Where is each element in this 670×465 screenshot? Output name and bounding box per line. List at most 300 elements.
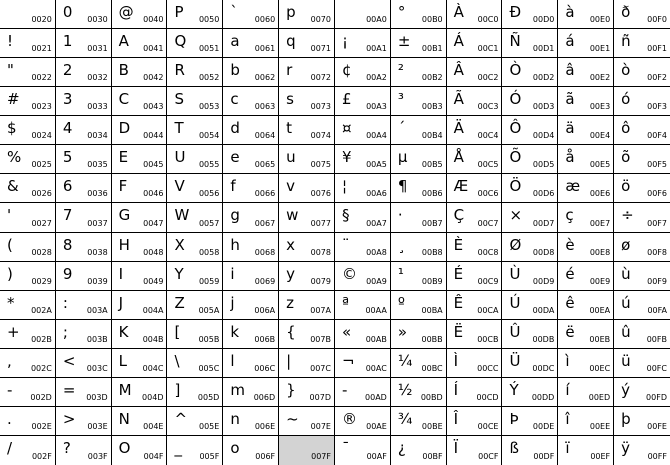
char-glyph: V bbox=[174, 177, 185, 196]
char-cell-00E0[interactable] bbox=[558, 0, 614, 29]
char-cell-0064[interactable] bbox=[223, 116, 279, 145]
char-cell-0063[interactable] bbox=[223, 87, 279, 116]
char-cell-00C8[interactable] bbox=[447, 233, 503, 262]
char-cell-00D3[interactable] bbox=[502, 87, 558, 116]
char-cell-0069[interactable] bbox=[223, 262, 279, 291]
char-code: 0058 bbox=[198, 247, 220, 257]
char-cell-00C9[interactable] bbox=[447, 262, 503, 291]
char-cell-0020[interactable] bbox=[0, 0, 56, 29]
char-cell-005B[interactable] bbox=[167, 320, 223, 349]
char-cell-0077[interactable] bbox=[279, 203, 335, 232]
char-cell-00D1[interactable] bbox=[502, 29, 558, 58]
char-code: 0074 bbox=[310, 131, 331, 141]
char-cell-00A3[interactable] bbox=[335, 87, 391, 116]
char-code: 0044 bbox=[143, 131, 164, 141]
char-cell-00D8[interactable] bbox=[502, 233, 558, 262]
char-glyph: Ø bbox=[509, 235, 522, 254]
char-cell-0034[interactable] bbox=[56, 116, 112, 145]
char-cell-00D5[interactable] bbox=[502, 145, 558, 174]
char-glyph: ü bbox=[621, 351, 631, 370]
char-cell-007E[interactable] bbox=[279, 407, 335, 436]
char-code: 005A bbox=[198, 305, 220, 315]
char-cell-0044[interactable] bbox=[112, 116, 168, 145]
char-cell-00CA[interactable] bbox=[447, 291, 503, 320]
char-glyph: t bbox=[286, 119, 293, 138]
char-cell-00F7[interactable] bbox=[614, 203, 670, 232]
char-cell-0041[interactable] bbox=[112, 29, 168, 58]
char-cell-00CF[interactable] bbox=[447, 436, 503, 465]
char-cell-00AE[interactable] bbox=[335, 407, 391, 436]
char-code: 00E7 bbox=[589, 218, 611, 228]
char-code: 00C6 bbox=[477, 189, 499, 199]
char-cell-00F5[interactable] bbox=[614, 145, 670, 174]
char-cell-0061[interactable] bbox=[223, 29, 279, 58]
char-cell-00FB[interactable] bbox=[614, 320, 670, 349]
char-cell-00FC[interactable] bbox=[614, 349, 670, 378]
char-cell-0053[interactable] bbox=[167, 87, 223, 116]
char-code: 003A bbox=[86, 305, 108, 315]
char-code: 00EC bbox=[589, 363, 611, 373]
char-cell-00B1[interactable] bbox=[391, 29, 447, 58]
char-cell-00F8[interactable] bbox=[614, 233, 670, 262]
char-code: 00C1 bbox=[477, 44, 499, 54]
char-glyph: - bbox=[7, 380, 13, 399]
char-cell-00EA[interactable] bbox=[558, 291, 614, 320]
char-glyph: % bbox=[7, 148, 22, 167]
char-cell-0030[interactable] bbox=[56, 0, 112, 29]
char-cell-00EC[interactable] bbox=[558, 349, 614, 378]
char-cell-0054[interactable] bbox=[167, 116, 223, 145]
char-code: 00B6 bbox=[421, 189, 443, 199]
char-code: 00C7 bbox=[477, 218, 499, 228]
char-cell-002A[interactable] bbox=[0, 291, 56, 320]
char-code: 00D6 bbox=[532, 189, 555, 199]
char-cell-003F[interactable] bbox=[56, 436, 112, 465]
char-cell-0046[interactable] bbox=[112, 174, 168, 203]
char-code: 0037 bbox=[87, 218, 108, 228]
char-glyph: F bbox=[118, 177, 128, 196]
char-cell-003C[interactable] bbox=[56, 349, 112, 378]
char-code: 0065 bbox=[254, 160, 276, 170]
char-cell-00DE[interactable] bbox=[502, 407, 558, 436]
char-glyph: d bbox=[230, 119, 240, 138]
char-code: 00C8 bbox=[477, 247, 499, 257]
char-cell-00B3[interactable] bbox=[391, 87, 447, 116]
char-glyph: T bbox=[174, 119, 184, 138]
char-glyph: Å bbox=[453, 148, 464, 167]
char-cell-0068[interactable] bbox=[223, 233, 279, 262]
char-cell-00DB[interactable] bbox=[502, 320, 558, 349]
char-cell-00D2[interactable] bbox=[502, 58, 558, 87]
char-cell-00FF[interactable] bbox=[614, 436, 670, 465]
char-cell-00E7[interactable] bbox=[558, 203, 614, 232]
char-code: 0060 bbox=[254, 15, 276, 25]
char-cell-00C5[interactable] bbox=[447, 145, 503, 174]
char-glyph: ± bbox=[397, 32, 411, 51]
char-cell-006E[interactable] bbox=[223, 407, 279, 436]
char-code: 00CB bbox=[477, 334, 499, 344]
char-code: 006F bbox=[255, 452, 276, 461]
char-code: 0045 bbox=[143, 160, 164, 170]
char-cell-00C1[interactable] bbox=[447, 29, 503, 58]
char-code: 00D4 bbox=[532, 131, 555, 141]
char-cell-0026[interactable] bbox=[0, 174, 56, 203]
char-code: 00CF bbox=[478, 452, 499, 461]
char-cell-00ED[interactable] bbox=[558, 378, 614, 407]
char-glyph: £ bbox=[341, 90, 352, 109]
char-cell-00FA[interactable] bbox=[614, 291, 670, 320]
char-cell-00E2[interactable] bbox=[558, 58, 614, 87]
char-glyph: ù bbox=[621, 264, 631, 283]
char-cell-00BE[interactable] bbox=[391, 407, 447, 436]
char-code: 007C bbox=[310, 363, 331, 373]
char-glyph: \ bbox=[174, 351, 180, 370]
char-cell-0025[interactable] bbox=[0, 145, 56, 174]
char-code: 00BE bbox=[421, 421, 443, 431]
char-code: 00D3 bbox=[532, 102, 555, 112]
char-cell-004F[interactable] bbox=[112, 436, 168, 465]
char-cell-00C7[interactable] bbox=[447, 203, 503, 232]
char-cell-00D4[interactable] bbox=[502, 116, 558, 145]
char-cell-00A2[interactable] bbox=[335, 58, 391, 87]
char-glyph: ~ bbox=[286, 409, 299, 428]
char-code: 0077 bbox=[310, 218, 331, 228]
char-cell-00C0[interactable] bbox=[447, 0, 503, 29]
char-cell-0075[interactable] bbox=[279, 145, 335, 174]
char-cell-00C2[interactable] bbox=[447, 58, 503, 87]
char-cell-006D[interactable] bbox=[223, 378, 279, 407]
char-glyph: ¦ bbox=[341, 177, 348, 196]
char-cell-005C[interactable] bbox=[167, 349, 223, 378]
char-cell-00B9[interactable] bbox=[391, 262, 447, 291]
char-cell-00C6[interactable] bbox=[447, 174, 503, 203]
char-code: 003D bbox=[86, 392, 108, 402]
char-cell-00E5[interactable] bbox=[558, 145, 614, 174]
char-cell-007B[interactable] bbox=[279, 320, 335, 349]
char-cell-006B[interactable] bbox=[223, 320, 279, 349]
char-cell-002E[interactable] bbox=[0, 407, 56, 436]
char-glyph: ¸ bbox=[397, 235, 406, 254]
char-cell-0058[interactable] bbox=[167, 233, 223, 262]
char-cell-007D[interactable] bbox=[279, 378, 335, 407]
char-cell-00F9[interactable] bbox=[614, 262, 670, 291]
char-code: 005E bbox=[199, 421, 220, 431]
char-glyph: E bbox=[118, 148, 129, 167]
char-cell-00B6[interactable] bbox=[391, 174, 447, 203]
char-cell-00AB[interactable] bbox=[335, 320, 391, 349]
char-glyph: M bbox=[118, 380, 132, 399]
char-cell-0079[interactable] bbox=[279, 262, 335, 291]
char-cell-00CC[interactable] bbox=[447, 349, 503, 378]
char-cell-0062[interactable] bbox=[223, 58, 279, 87]
char-cell-0072[interactable] bbox=[279, 58, 335, 87]
char-code: 00F8 bbox=[647, 247, 667, 257]
char-cell-003D[interactable] bbox=[56, 378, 112, 407]
char-cell-005E[interactable] bbox=[167, 407, 223, 436]
char-cell-00B4[interactable] bbox=[391, 116, 447, 145]
char-cell-00E4[interactable] bbox=[558, 116, 614, 145]
char-cell-00C4[interactable] bbox=[447, 116, 503, 145]
char-code: 00D7 bbox=[532, 218, 555, 228]
char-glyph: i bbox=[230, 264, 235, 283]
char-cell-0036[interactable] bbox=[56, 174, 112, 203]
char-glyph: j bbox=[230, 293, 235, 312]
char-cell-007A[interactable] bbox=[279, 291, 335, 320]
char-cell-00AA[interactable] bbox=[335, 291, 391, 320]
char-cell-00D9[interactable] bbox=[502, 262, 558, 291]
char-code: 0076 bbox=[310, 189, 331, 199]
char-code: 00E8 bbox=[589, 247, 611, 257]
char-cell-00EB[interactable] bbox=[558, 320, 614, 349]
char-cell-0065[interactable] bbox=[223, 145, 279, 174]
char-cell-00B7[interactable] bbox=[391, 203, 447, 232]
char-cell-0032[interactable] bbox=[56, 58, 112, 87]
char-cell-004A[interactable] bbox=[112, 291, 168, 320]
char-glyph: ´ bbox=[397, 119, 406, 138]
char-code: 00CA bbox=[477, 305, 499, 315]
char-cell-003A[interactable] bbox=[56, 291, 112, 320]
char-cell-00A9[interactable] bbox=[335, 262, 391, 291]
char-glyph: ¬ bbox=[341, 351, 355, 370]
char-cell-00F2[interactable] bbox=[614, 58, 670, 87]
char-cell-004E[interactable] bbox=[112, 407, 168, 436]
char-code: 00D9 bbox=[532, 276, 555, 286]
char-code: 0061 bbox=[254, 44, 276, 54]
char-cell-0071[interactable] bbox=[279, 29, 335, 58]
char-cell-00B0[interactable] bbox=[391, 0, 447, 29]
char-cell-00CE[interactable] bbox=[447, 407, 503, 436]
char-cell-00BB[interactable] bbox=[391, 320, 447, 349]
char-cell-00EE[interactable] bbox=[558, 407, 614, 436]
char-cell-0057[interactable] bbox=[167, 203, 223, 232]
char-cell-00DC[interactable] bbox=[502, 349, 558, 378]
char-glyph: à bbox=[565, 3, 575, 21]
char-cell-0050[interactable] bbox=[167, 0, 223, 29]
char-code: 0021 bbox=[31, 44, 52, 54]
char-code: 0020 bbox=[31, 15, 52, 25]
char-cell-0039[interactable] bbox=[56, 262, 112, 291]
char-code: 0036 bbox=[87, 189, 108, 199]
char-cell-0059[interactable] bbox=[167, 262, 223, 291]
char-code: 0055 bbox=[198, 160, 220, 170]
char-cell-00E6[interactable] bbox=[558, 174, 614, 203]
char-code: 00FF bbox=[647, 452, 667, 461]
char-code: 0038 bbox=[87, 247, 108, 257]
char-cell-002B[interactable] bbox=[0, 320, 56, 349]
char-code: 004D bbox=[142, 392, 164, 402]
char-glyph: µ bbox=[397, 148, 408, 167]
char-cell-002D[interactable] bbox=[0, 378, 56, 407]
char-cell-00FE[interactable] bbox=[614, 407, 670, 436]
char-cell-0067[interactable] bbox=[223, 203, 279, 232]
char-cell-00E3[interactable] bbox=[558, 87, 614, 116]
char-glyph: S bbox=[174, 90, 185, 109]
char-glyph: Ü bbox=[509, 351, 521, 370]
char-cell-00C3[interactable] bbox=[447, 87, 503, 116]
char-cell-00E8[interactable] bbox=[558, 233, 614, 262]
char-cell-00B5[interactable] bbox=[391, 145, 447, 174]
char-glyph: ¥ bbox=[341, 148, 352, 167]
char-cell-00F4[interactable] bbox=[614, 116, 670, 145]
char-code: 00B0 bbox=[421, 15, 443, 25]
char-glyph: 7 bbox=[62, 206, 73, 225]
char-cell-00BF[interactable] bbox=[391, 436, 447, 465]
char-glyph: Y bbox=[174, 264, 184, 283]
char-cell-00EF[interactable] bbox=[558, 436, 614, 465]
char-cell-0055[interactable] bbox=[167, 145, 223, 174]
char-glyph: $ bbox=[7, 119, 17, 138]
char-code: 00ED bbox=[588, 392, 611, 402]
char-cell-0047[interactable] bbox=[112, 203, 168, 232]
char-cell-00F0[interactable] bbox=[614, 0, 670, 29]
char-cell-00E1[interactable] bbox=[558, 29, 614, 58]
char-cell-0028[interactable] bbox=[0, 233, 56, 262]
char-cell-00A6[interactable] bbox=[335, 174, 391, 203]
char-glyph: } bbox=[286, 380, 296, 399]
char-glyph: ¡ bbox=[341, 32, 348, 51]
char-code: 00AF bbox=[366, 452, 387, 461]
char-code: 0049 bbox=[143, 276, 164, 286]
char-cell-003B[interactable] bbox=[56, 320, 112, 349]
char-cell-00DA[interactable] bbox=[502, 291, 558, 320]
char-code: 00A2 bbox=[366, 73, 387, 83]
char-cell-00F6[interactable] bbox=[614, 174, 670, 203]
char-cell-0021[interactable] bbox=[0, 29, 56, 58]
char-cell-0037[interactable] bbox=[56, 203, 112, 232]
char-cell-002C[interactable] bbox=[0, 349, 56, 378]
char-cell-007F-missing-glyph[interactable] bbox=[279, 436, 335, 465]
char-cell-007C[interactable] bbox=[279, 349, 335, 378]
char-cell-00A7[interactable] bbox=[335, 203, 391, 232]
char-cell-00B2[interactable] bbox=[391, 58, 447, 87]
char-cell-00AF[interactable] bbox=[335, 436, 391, 465]
char-glyph: 2 bbox=[62, 61, 73, 80]
char-cell-00DD[interactable] bbox=[502, 378, 558, 407]
char-cell-0029[interactable] bbox=[0, 262, 56, 291]
char-cell-0033[interactable] bbox=[56, 87, 112, 116]
char-cell-0023[interactable] bbox=[0, 87, 56, 116]
char-cell-0038[interactable] bbox=[56, 233, 112, 262]
char-cell-004D[interactable] bbox=[112, 378, 168, 407]
char-glyph: ÷ bbox=[621, 206, 634, 225]
char-cell-00D6[interactable] bbox=[502, 174, 558, 203]
char-cell-00E9[interactable] bbox=[558, 262, 614, 291]
char-code: 004B bbox=[142, 334, 164, 344]
char-cell-0078[interactable] bbox=[279, 233, 335, 262]
char-glyph: U bbox=[174, 148, 186, 167]
char-code: 0079 bbox=[310, 276, 331, 286]
char-cell-0035[interactable] bbox=[56, 145, 112, 174]
char-cell-00F3[interactable] bbox=[614, 87, 670, 116]
char-cell-00A1[interactable] bbox=[335, 29, 391, 58]
char-cell-0070[interactable] bbox=[279, 0, 335, 29]
char-cell-00A0[interactable] bbox=[335, 0, 391, 29]
char-glyph: > bbox=[62, 409, 76, 428]
char-cell-004B[interactable] bbox=[112, 320, 168, 349]
char-cell-002F[interactable] bbox=[0, 436, 56, 465]
char-cell-00BD[interactable] bbox=[391, 378, 447, 407]
char-cell-005D[interactable] bbox=[167, 378, 223, 407]
char-cell-0060[interactable] bbox=[223, 0, 279, 29]
char-cell-0042[interactable] bbox=[112, 58, 168, 87]
char-cell-0076[interactable] bbox=[279, 174, 335, 203]
char-cell-0043[interactable] bbox=[112, 87, 168, 116]
char-cell-003E[interactable] bbox=[56, 407, 112, 436]
char-cell-00F1[interactable] bbox=[614, 29, 670, 58]
char-glyph: · bbox=[397, 206, 403, 225]
char-cell-005A[interactable] bbox=[167, 291, 223, 320]
char-cell-006C[interactable] bbox=[223, 349, 279, 378]
char-cell-004C[interactable] bbox=[112, 349, 168, 378]
char-code: 00B5 bbox=[421, 160, 443, 170]
char-glyph: º bbox=[397, 293, 405, 312]
char-cell-00FD[interactable] bbox=[614, 378, 670, 407]
char-glyph: . bbox=[7, 409, 12, 428]
char-cell-0052[interactable] bbox=[167, 58, 223, 87]
char-glyph: W bbox=[174, 206, 190, 225]
char-cell-0056[interactable] bbox=[167, 174, 223, 203]
char-cell-0045[interactable] bbox=[112, 145, 168, 174]
char-cell-006A[interactable] bbox=[223, 291, 279, 320]
char-cell-005F[interactable] bbox=[167, 436, 223, 465]
char-code: 00A9 bbox=[366, 276, 387, 286]
char-cell-0040[interactable] bbox=[112, 0, 168, 29]
char-code: 0024 bbox=[31, 131, 52, 141]
char-cell-0074[interactable] bbox=[279, 116, 335, 145]
char-cell-00A8[interactable] bbox=[335, 233, 391, 262]
char-cell-00A5[interactable] bbox=[335, 145, 391, 174]
char-cell-0048[interactable] bbox=[112, 233, 168, 262]
char-cell-00CD[interactable] bbox=[447, 378, 503, 407]
char-cell-00B8[interactable] bbox=[391, 233, 447, 262]
char-glyph: Ñ bbox=[509, 32, 521, 51]
char-cell-00BC[interactable] bbox=[391, 349, 447, 378]
char-cell-00AC[interactable] bbox=[335, 349, 391, 378]
char-glyph: I bbox=[118, 264, 124, 283]
char-glyph: | bbox=[286, 351, 292, 370]
char-cell-00D7[interactable] bbox=[502, 203, 558, 232]
char-cell-0066[interactable] bbox=[223, 174, 279, 203]
char-cell-00AD[interactable] bbox=[335, 378, 391, 407]
char-cell-00BA[interactable] bbox=[391, 291, 447, 320]
char-glyph: r bbox=[286, 61, 293, 80]
char-glyph: Ç bbox=[453, 206, 465, 225]
char-cell-006F[interactable] bbox=[223, 436, 279, 465]
char-glyph: l bbox=[230, 351, 235, 370]
char-cell-0024[interactable] bbox=[0, 116, 56, 145]
char-cell-00DF[interactable] bbox=[502, 436, 558, 465]
char-glyph: 4 bbox=[62, 119, 73, 138]
char-code: 00CE bbox=[477, 421, 499, 431]
char-cell-0049[interactable] bbox=[112, 262, 168, 291]
char-code: 003B bbox=[86, 334, 108, 344]
char-glyph: G bbox=[118, 206, 131, 225]
char-glyph: Ô bbox=[509, 119, 522, 138]
char-code: 00E2 bbox=[589, 73, 611, 83]
char-cell-0027[interactable] bbox=[0, 203, 56, 232]
char-cell-00A4[interactable] bbox=[335, 116, 391, 145]
char-glyph: © bbox=[341, 264, 357, 283]
char-glyph: ý bbox=[621, 380, 631, 399]
char-glyph: p bbox=[286, 3, 296, 21]
char-cell-0031[interactable] bbox=[56, 29, 112, 58]
char-code: 0029 bbox=[31, 276, 52, 286]
char-cell-0073[interactable] bbox=[279, 87, 335, 116]
char-cell-0022[interactable] bbox=[0, 58, 56, 87]
char-cell-00CB[interactable] bbox=[447, 320, 503, 349]
char-cell-00D0[interactable] bbox=[502, 0, 558, 29]
char-cell-0051[interactable] bbox=[167, 29, 223, 58]
